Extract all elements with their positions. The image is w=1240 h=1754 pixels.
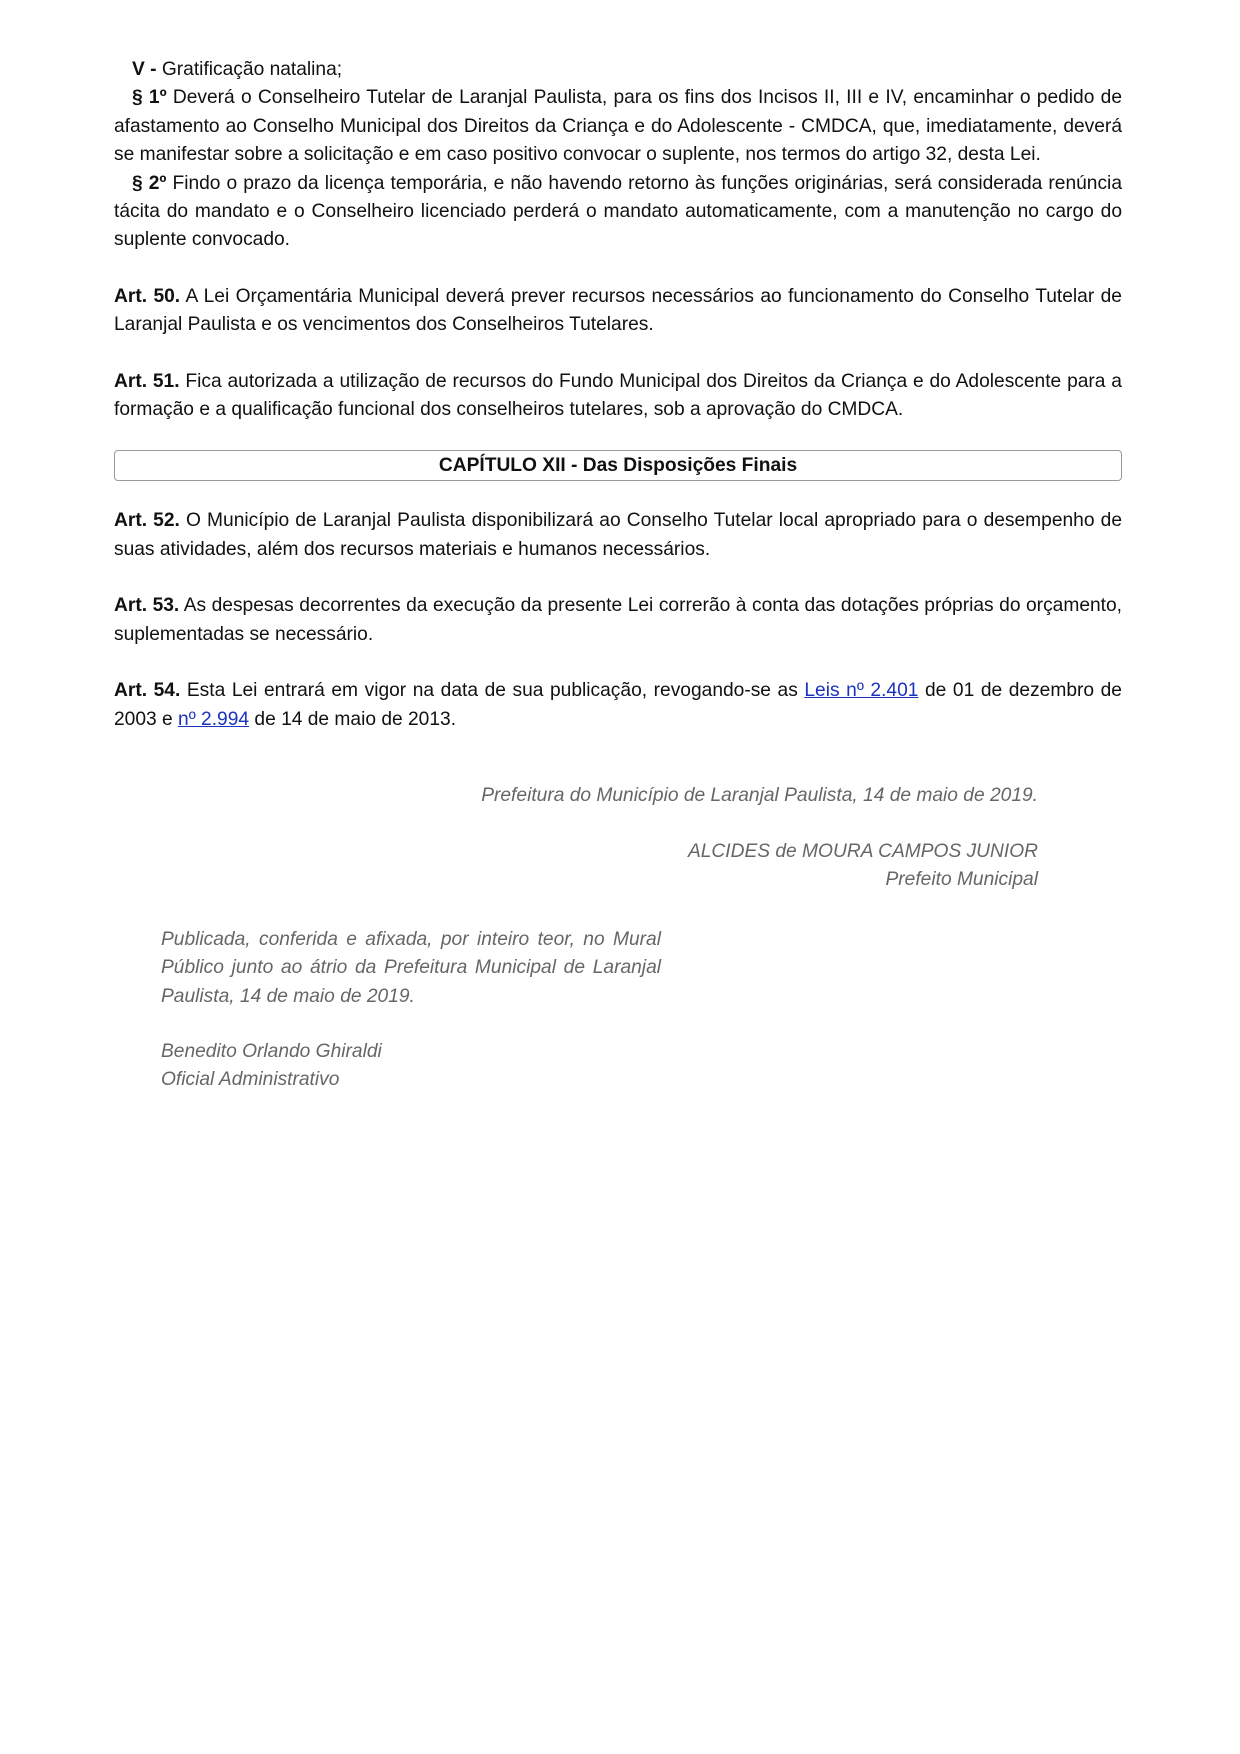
paragraph-1-text: Deverá o Conselheiro Tutelar de Laranjal Paulista, para os fins dos Incisos II, III e IV, encaminhar o pedido de afastamento ao Conselho Municipal dos Direitos da Criança e do Adolescente - CMDCA, que, imediatamente, deverá se manifestar sobre a solicitação e em caso positivo convocar o suplente, nos termos do artigo 32, desta Lei. bbox=[114, 87, 1122, 166]
article-53-label: Art. 53. bbox=[114, 595, 180, 617]
article-50-label: Art. 50. bbox=[114, 285, 181, 307]
paragraph-1-label: § 1º bbox=[132, 87, 167, 109]
law-2401-link[interactable]: Leis nº 2.401 bbox=[804, 680, 919, 702]
place-date: Prefeitura do Município de Laranjal Paulista, 14 de maio de 2019. bbox=[481, 785, 1038, 806]
law-2994-link[interactable]: nº 2.994 bbox=[178, 708, 250, 730]
article-51-text: Fica autorizada a utilização de recursos do Fundo Municipal dos Direitos da Criança e do Adolescente para a formação e a qualificação funcional dos conselheiros tutelares, sob a aprovação do CMDCA. bbox=[114, 370, 1122, 421]
inciso-v-label: V - bbox=[132, 59, 157, 80]
chapter-heading: CAPÍTULO XII - Das Disposições Finais bbox=[114, 450, 1122, 481]
inciso-v-text: Gratificação natalina; bbox=[156, 59, 343, 80]
article-52 bbox=[114, 507, 1122, 564]
article-53 bbox=[114, 592, 1122, 649]
article-53-text: As despesas decorrentes da execução da presente Lei correrão à conta das dotações próprias do orçamento, suplementadas se necessário. bbox=[114, 595, 1122, 645]
official-name: Benedito Orlando Ghiraldi bbox=[161, 1041, 382, 1062]
article-54-label: Art. 54. bbox=[114, 680, 181, 702]
paragraph-1 bbox=[114, 84, 1122, 169]
paragraph-2-label: § 2º bbox=[132, 172, 167, 194]
inciso-v bbox=[114, 56, 1122, 84]
article-50-text: A Lei Orçamentária Municipal deverá prever recursos necessários ao funcionamento do Conselho Tutelar de Laranjal Paulista e os vencimentos dos Conselheiros Tutelares. bbox=[114, 285, 1122, 336]
paragraph-2-text: Findo o prazo da licença temporária, e não havendo retorno às funções originárias, será considerada renúncia tácita do mandato e o Conselheiro licenciado perderá o mandato automaticamente, com a manutenção no cargo do suplente convocado. bbox=[114, 172, 1122, 251]
mayor-title: Prefeito Municipal bbox=[885, 869, 1038, 890]
article-54-text-a: Esta Lei entrará em vigor na data de sua publicação, revogando-se as bbox=[180, 680, 805, 702]
publication-note: Publicada, conferida e afixada, por inteiro teor, no Mural Público junto ao átrio da Prefeitura Municipal de Laranjal Paulista, 14 de maio de 2019. bbox=[161, 929, 661, 1007]
article-51 bbox=[114, 368, 1122, 425]
article-54-text-c: de 14 de maio de 2013. bbox=[249, 708, 457, 730]
law-text bbox=[114, 56, 1122, 734]
article-52-text: O Município de Laranjal Paulista disponibilizará ao Conselho Tutelar local apropriado para o desempenho de suas atividades, além dos recursos materiais e humanos necessários. bbox=[114, 510, 1122, 560]
article-51-label: Art. 51. bbox=[114, 370, 180, 392]
article-50 bbox=[114, 283, 1122, 340]
article-54 bbox=[114, 677, 1122, 734]
mayor-name: ALCIDES de MOURA CAMPOS JUNIOR bbox=[687, 841, 1038, 862]
paragraph-2 bbox=[114, 170, 1122, 255]
official-title: Oficial Administrativo bbox=[161, 1069, 340, 1090]
article-52-label: Art. 52. bbox=[114, 510, 180, 532]
article-54-text-b: de 01 de dezembro de 2003 e bbox=[114, 680, 1122, 730]
